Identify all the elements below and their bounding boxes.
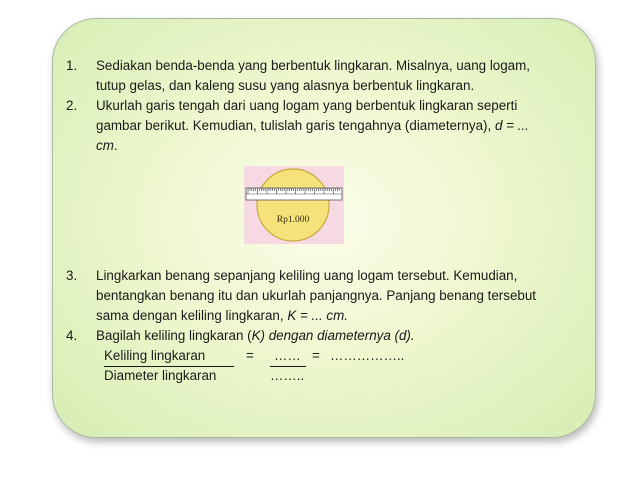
equals-sign: = [312,348,320,363]
equals-sign: = [246,348,254,363]
numerator-value: …… [274,348,301,363]
step-text-part: gambar berikut. Kemudian, tulislah garis tengahnya (diameternya), [96,118,495,133]
step-text-part: . [113,138,118,153]
unit-cm: cm [96,138,114,153]
step-text [96,116,586,136]
steps-list-continued [66,266,586,346]
ratio-formula [104,346,586,386]
step-number: 4. [66,328,78,343]
step-1 [66,56,586,96]
step-text: Ukurlah garis tengah dari uang logam yang berbentuk lingkaran seperti [96,98,518,113]
formula-k: K = ... cm. [287,308,348,323]
numerator-label: Keliling lingkaran [104,348,206,363]
step-text: tutup gelas, dan kaleng susu yang alasnya berbentuk lingkaran. [96,78,475,93]
step-text-italic: K) dengan diameternya (d). [251,328,415,343]
step-text-part: Bagilah keliling lingkaran ( [96,328,252,343]
step-number: 2. [66,98,78,113]
denominator-label: Diameter lingkaran [104,368,217,383]
denominator-value: …….. [270,368,305,383]
step-4 [66,326,586,346]
result-blank: …………….. [330,348,405,363]
step-text: Lingkarkan benang sepanjang keliling uang logam tersebut. Kemudian, [96,268,518,283]
step-text [96,326,586,346]
step-text: bentangkan benang itu dan ukurlah panjangnya. Panjang benang tersebut [96,288,537,303]
step-2 [66,96,586,156]
step-3 [66,266,586,326]
formula-d: d = ... [494,118,529,133]
coin-label: Rp1.000 [276,215,310,225]
step-number: 1. [66,58,78,73]
coin-ruler-figure [244,166,344,244]
instruction-content [66,56,586,386]
step-text-part: sama dengan keliling lingkaran, [96,308,288,323]
step-text [96,136,586,156]
step-text [96,306,586,326]
step-text: Sediakan benda-benda yang berbentuk lingkaran. Misalnya, uang logam, [96,58,531,73]
steps-list [66,56,586,156]
coin-shape [257,169,329,241]
step-number: 3. [66,268,78,283]
coin-ruler-illustration [244,166,344,244]
